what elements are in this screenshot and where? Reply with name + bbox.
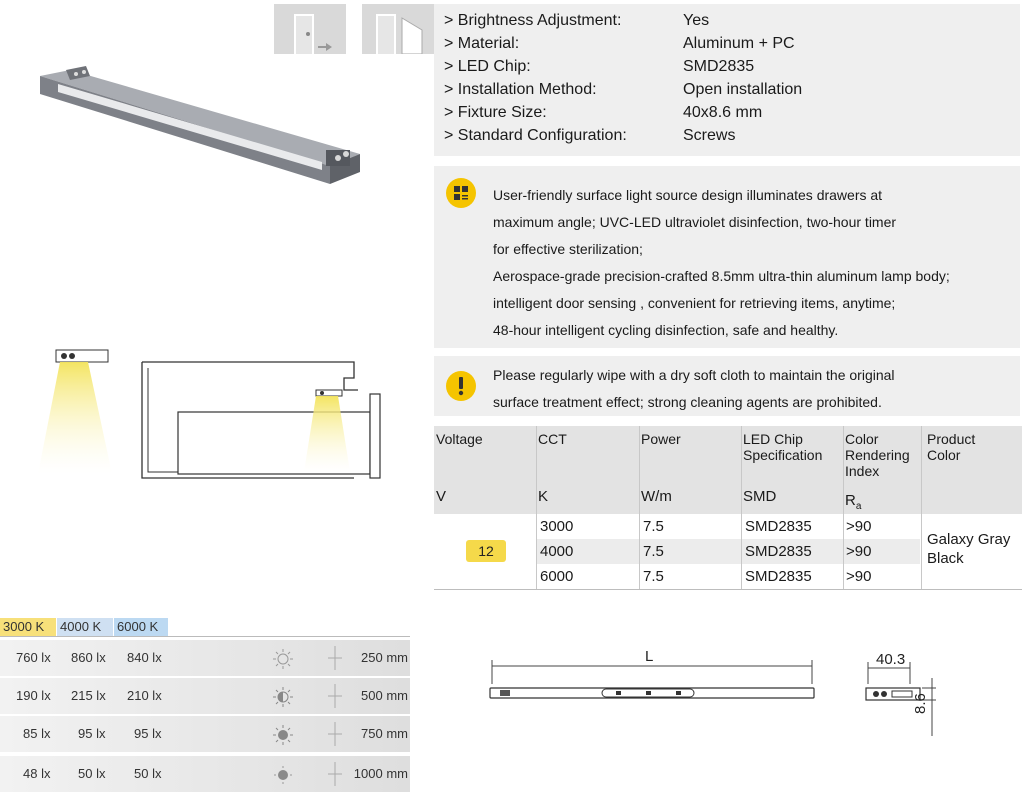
spec-value: Screws	[683, 127, 736, 144]
header-cct: CCT	[538, 431, 567, 447]
lux-6000: 95 lx	[134, 726, 162, 741]
lux-row	[0, 716, 410, 752]
tag-underline	[0, 636, 410, 637]
product-color-1: Galaxy Gray	[927, 531, 1011, 548]
lux-3000: 48 lx	[23, 766, 51, 781]
sun-full-icon	[272, 648, 294, 670]
column-divider	[921, 426, 922, 590]
cct-value: 6000	[540, 568, 574, 585]
height-label: 8.6	[912, 693, 929, 714]
illuminance-table	[0, 618, 410, 796]
header-voltage: Voltage	[436, 431, 483, 447]
lux-4000: 50 lx	[78, 766, 106, 781]
power-value: 7.5	[643, 568, 664, 585]
unit-cct: K	[538, 488, 549, 505]
feature-line: for effective sterilization;	[493, 241, 643, 257]
lux-row	[0, 678, 410, 714]
cct-tag-3000: 3000 K	[0, 618, 56, 636]
lux-6000: 50 lx	[134, 766, 162, 781]
spec-value: Open installation	[683, 81, 803, 98]
feature-line: Aerospace-grade precision-crafted 8.5mm ultra-thin aluminum lamp body;	[493, 268, 950, 284]
product-render	[30, 62, 360, 212]
cct-tag-6000: 6000 K	[114, 618, 168, 636]
spec-key: > LED Chip:	[444, 58, 531, 75]
width-label: 40.3	[876, 651, 906, 668]
voltage-badge: 12	[466, 540, 506, 562]
lux-4000: 860 lx	[71, 650, 106, 665]
lux-4000: 95 lx	[78, 726, 106, 741]
distance-value: 250 mm	[361, 650, 408, 665]
cri-value: >90	[846, 568, 872, 585]
lux-3000: 190 lx	[16, 688, 51, 703]
spec-panel	[434, 4, 1020, 156]
cri-value: >90	[846, 518, 872, 535]
header-led-chip: LED Chip Specification	[743, 431, 823, 463]
spec-key: > Standard Configuration:	[444, 127, 627, 144]
power-value: 7.5	[643, 543, 664, 560]
distance-value: 1000 mm	[353, 766, 408, 781]
lux-3000: 760 lx	[16, 650, 51, 665]
distance-tick-icon	[328, 722, 342, 746]
feature-line: maximum angle; UVC-LED ultraviolet disinfection, two-hour timer	[493, 214, 897, 230]
chip-value: SMD2835	[745, 568, 812, 585]
spec-key: > Brightness Adjustment:	[444, 12, 622, 29]
lux-3000: 85 lx	[23, 726, 51, 741]
distance-tick-icon	[328, 684, 342, 708]
unit-cri-symbol: R	[845, 492, 856, 509]
lux-4000: 215 lx	[71, 688, 106, 703]
care-panel	[434, 356, 1020, 416]
spec-key: > Material:	[444, 35, 520, 52]
cri-value: >90	[846, 543, 872, 560]
length-dimension-drawing	[486, 648, 826, 708]
parameter-table	[434, 426, 1022, 590]
feature-line: User-friendly surface light source design illuminates drawers at	[493, 187, 883, 203]
unit-chip: SMD	[743, 488, 777, 505]
header-cri: Color Rendering Index	[845, 431, 910, 479]
feature-line: 48-hour intelligent cycling disinfection, safe and healthy.	[493, 322, 839, 338]
spec-value: Aluminum + PC	[683, 35, 795, 52]
distance-value: 500 mm	[361, 688, 408, 703]
table-bottom-rule	[434, 589, 1022, 590]
door-open-icon	[274, 4, 346, 54]
lux-row	[0, 756, 410, 792]
distance-tick-icon	[328, 646, 342, 670]
features-panel	[434, 166, 1020, 348]
cct-tag-4000: 4000 K	[57, 618, 113, 636]
unit-cri-subscript: a	[855, 501, 862, 512]
spec-value: Yes	[683, 12, 710, 29]
lux-row	[0, 640, 410, 676]
care-line: Please regularly wipe with a dry soft cloth to maintain the original	[493, 367, 895, 383]
distance-value: 750 mm	[361, 726, 408, 741]
length-label: L	[645, 648, 654, 665]
spec-value: 40x8.6 mm	[683, 104, 763, 121]
cct-value: 3000	[540, 518, 574, 535]
chip-value: SMD2835	[745, 543, 812, 560]
product-color-2: Black	[927, 550, 964, 567]
spec-key: > Installation Method:	[444, 81, 597, 98]
sun-dim-icon	[272, 724, 294, 746]
light-beam-diagram	[36, 346, 116, 476]
unit-power: W/m	[641, 488, 672, 505]
lux-6000: 210 lx	[127, 688, 162, 703]
care-line: surface treatment effect; strong cleaning agents are prohibited.	[493, 394, 882, 410]
drawer-diagram	[138, 360, 388, 490]
chip-value: SMD2835	[745, 518, 812, 535]
column-divider	[536, 426, 537, 590]
sun-half-icon	[272, 686, 294, 708]
unit-cri	[845, 492, 861, 512]
spec-value: SMD2835	[683, 58, 755, 75]
column-divider	[741, 426, 742, 590]
spec-key: > Fixture Size:	[444, 104, 547, 121]
header-power: Power	[641, 431, 681, 447]
lux-6000: 840 lx	[127, 650, 162, 665]
distance-tick-icon	[328, 762, 342, 786]
header-product-color: Product Color	[927, 431, 976, 463]
feature-line: intelligent door sensing , convenient for retrieving items, anytime;	[493, 295, 896, 311]
feature-list-icon	[446, 178, 476, 208]
sun-dimmer-icon	[272, 764, 294, 786]
warning-icon	[446, 371, 476, 401]
column-divider	[639, 426, 640, 590]
unit-voltage: V	[436, 488, 447, 505]
door-closed-icon	[362, 4, 434, 54]
column-divider	[843, 426, 844, 590]
power-value: 7.5	[643, 518, 664, 535]
cct-value: 4000	[540, 543, 574, 560]
